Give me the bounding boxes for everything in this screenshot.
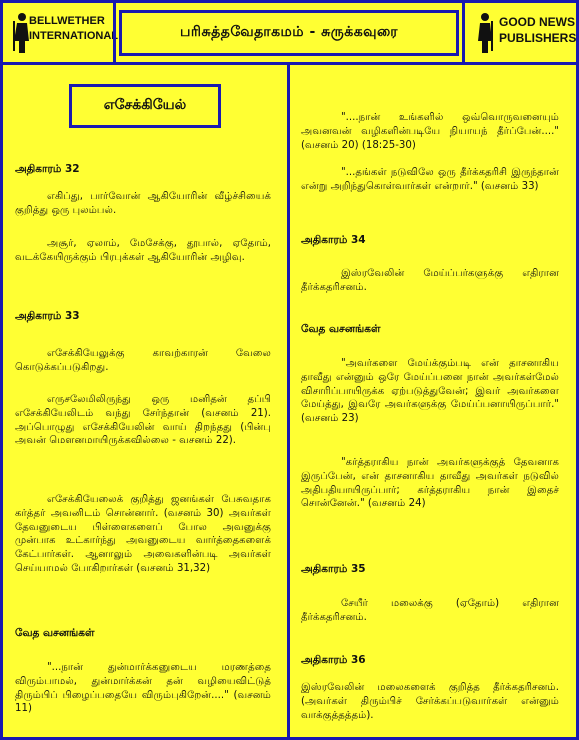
chapter-33-summary-3: எசேக்கியேலைக் குறித்து ஜனங்கள் பேசுவதாக கர்த்தர் அவனிடம் சொன்னார். (வசனம் 30) அவர்கள் தேவனுடைய பிள்ளைகளைப் போல அவனுக்கு முன்பாக உட்கார்ந்து அவனுடைய வார்த்தைகளைக் கேட்பார்கள். ஆனாலும் அவைகளின்படி அவர்கள் செய்யாமல் போகிறார்கள் (வசனம் 31,32) xyxy=(15,494,271,574)
page-header xyxy=(3,3,576,65)
verse-quote: "...நான் துன்மார்க்கனுடைய மரணத்தை விரும்பாமல், துன்மார்க்கன் தன் வழியைவிட்டுத் திரும்பிப் பிழைப்பதையே விரும்புகிறேன்...." (வசனம் 11) xyxy=(15,662,271,715)
page-title: பரிசுத்தவேதாகமம் - சுருக்கவுரை xyxy=(119,10,459,56)
chapter-33-heading: அதிகாரம் 33 xyxy=(15,310,80,322)
bellwether-logo xyxy=(3,3,119,62)
chapter-34-summary: இஸ்ரவேலின் மேய்ப்பர்களுக்கு எதிரான தீர்க்கதரிசனம். xyxy=(301,268,559,293)
good-news-logo xyxy=(465,3,576,62)
chapter-36-summary: இஸ்ரவேலின் மலைகளைக் குறித்த தீர்க்கதரிசனம். (அவர்கள் திரும்பிச் சேர்க்கப்படுவார்கள் என்னும் வாக்குத்தத்தம்). xyxy=(301,682,559,721)
right-column xyxy=(293,65,576,737)
verse-quote-1: "....நான் உங்களில் ஒவ்வொருவனையும் அவனவன் வழிகளின்படியே நியாயந் தீர்ப்பேன்...." (வசனம் 20) (18:25-30) xyxy=(301,112,559,151)
book-title: எசேக்கியேல் xyxy=(69,84,221,128)
shepherd-figure-icon xyxy=(11,11,31,53)
bellwether-brand-text: BELLWETHER INTERNATIONAL xyxy=(29,15,119,42)
verse-quote-4: "கர்த்தராகிய நான் அவர்களுக்குத் தேவனாக இருப்பேன், என் தாசனாகிய தாவீது அவர்கள் நடுவில் அதிபதியாயிருப்பார்; கர்த்தராகிய நான் இதைச் சொன்னேன்." (வசனம் 24) xyxy=(301,457,559,510)
chapter-34-heading: அதிகாரம் 34 xyxy=(301,234,366,246)
verse-quote-2: "...தங்கள் நடுவிலே ஒரு தீர்க்கதரிசி இருந்தான் என்று அறிந்துகொள்வார்கள் என்றார்." (வசனம் 33) xyxy=(301,167,559,192)
left-column xyxy=(3,65,290,737)
chapter-32-summary-2: அசூர், ஏலாம், மேசேக்கு, தூபால், ஏதோம், வடக்கேயிருக்கும் பிரபுக்கள் ஆகியோரின் அழிவு. xyxy=(15,238,271,263)
chapter-35-heading: அதிகாரம் 35 xyxy=(301,563,366,575)
verses-heading: வேத வசனங்கள் xyxy=(301,323,381,335)
chapter-36-heading: அதிகாரம் 36 xyxy=(301,654,366,666)
verses-heading: வேத வசனங்கள் xyxy=(15,627,95,639)
chapter-33-summary-2: எருசலேமிலிருந்து ஒரு மனிதன் தப்பி எசேக்கியேலிடம் வந்து சேர்ந்தான் (வசனம் 21). அப்பொழுது எசேக்கியேலின் வாய் திறந்தது (பின்பு அவன் மௌனமாயிருக்கவில்லை - வசனம் 22). xyxy=(15,394,271,447)
verse-quote-3: "அவர்களை மேய்க்கும்படி என் தாசனாகிய தாவீது என்னும் ஒரே மேய்ப்பனை நான் அவர்கள்மேல் விசாரிப்பாயிருக்க ஏற்படுத்துவேன்; இவர் அவர்களை மேய்த்து, இவரே அவர்களுக்கு மேய்ப்பனாயிருப்பார்." (வசனம் 23) xyxy=(301,358,559,425)
good-news-brand-text: GOOD NEWS PUBLISHERS xyxy=(499,15,577,45)
shepherd-figure-icon xyxy=(475,11,495,53)
title-cell xyxy=(113,3,465,62)
chapter-33-summary-1: எசேக்கியேலுக்கு காவற்காரன் வேலை கொடுக்கப்படுகிறது. xyxy=(15,348,271,373)
chapter-32-summary-1: எகிப்து, பார்வோன் ஆகியோரின் வீழ்ச்சியைக் குறித்து ஒரு புலம்பல். xyxy=(15,191,271,216)
chapter-32-heading: அதிகாரம் 32 xyxy=(15,163,80,175)
chapter-35-summary: சேயீர் மலைக்கு (ஏதோம்) எதிரான தீர்க்கதரிசனம். xyxy=(301,598,559,623)
